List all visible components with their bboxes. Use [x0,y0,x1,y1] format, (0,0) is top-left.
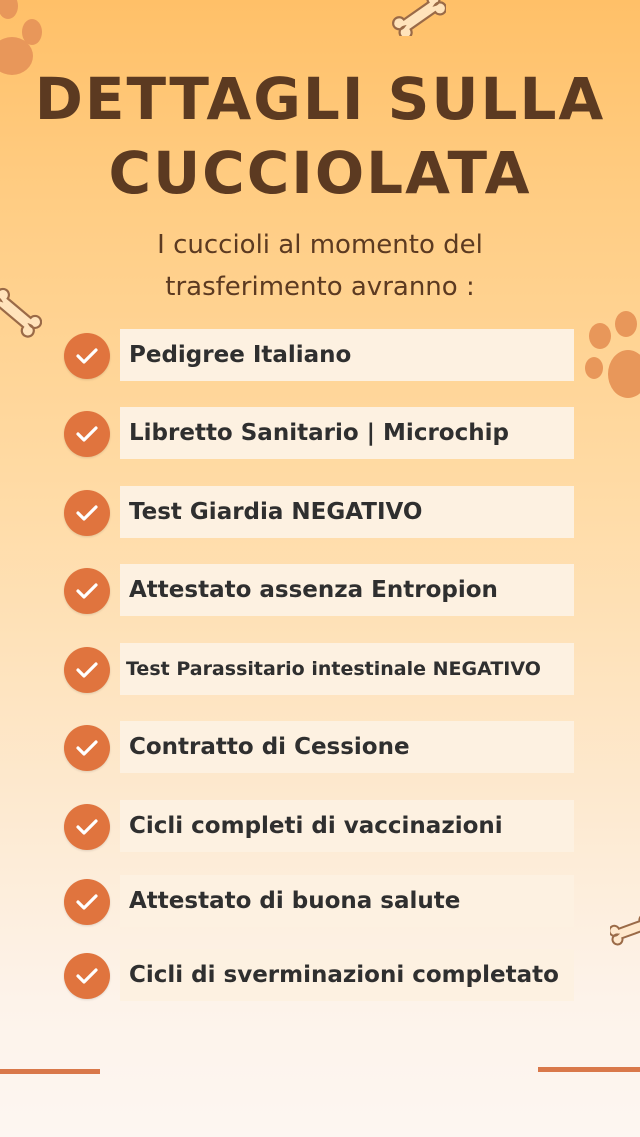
list-item [0,643,640,697]
list-item [0,949,640,1003]
checkmark-icon [64,411,110,457]
checkmark-icon [64,804,110,850]
list-item [0,721,640,775]
checkmark-icon [64,953,110,999]
list-item [0,800,640,854]
list-item-label: Cicli completi di vaccinazioni [120,800,574,852]
subtitle-line-2: trasferimento avranno : [165,272,475,302]
list-item-label: Libretto Sanitario | Microchip [120,407,574,459]
list-item-label: Contratto di Cessione [120,721,574,773]
bottom-right-divider [538,1067,640,1072]
checkmark-icon [64,647,110,693]
list-item [0,486,640,540]
list-item [0,875,640,929]
subtitle-line-1: I cuccioli al momento del [157,230,483,260]
list-item [0,329,640,383]
list-item-label: Attestato assenza Entropion [120,564,574,616]
title-line-1: DETTAGLI SULLA [34,65,606,133]
list-item-label: Test Parassitario intestinale NEGATIVO [120,643,574,695]
bottom-left-divider [0,1069,100,1074]
list-item-label: Pedigree Italiano [120,329,574,381]
checkmark-icon [64,333,110,379]
list-item-label: Test Giardia NEGATIVO [120,486,574,538]
title-line-2: CUCCIOLATA [108,139,532,207]
list-item-label: Cicli di sverminazioni completato [120,949,574,1001]
checkmark-icon [64,490,110,536]
list-item-label: Attestato di buona salute [120,875,574,927]
list-item [0,407,640,461]
checkmark-icon [64,725,110,771]
checkmark-icon [64,568,110,614]
list-item [0,564,640,618]
checkmark-icon [64,879,110,925]
